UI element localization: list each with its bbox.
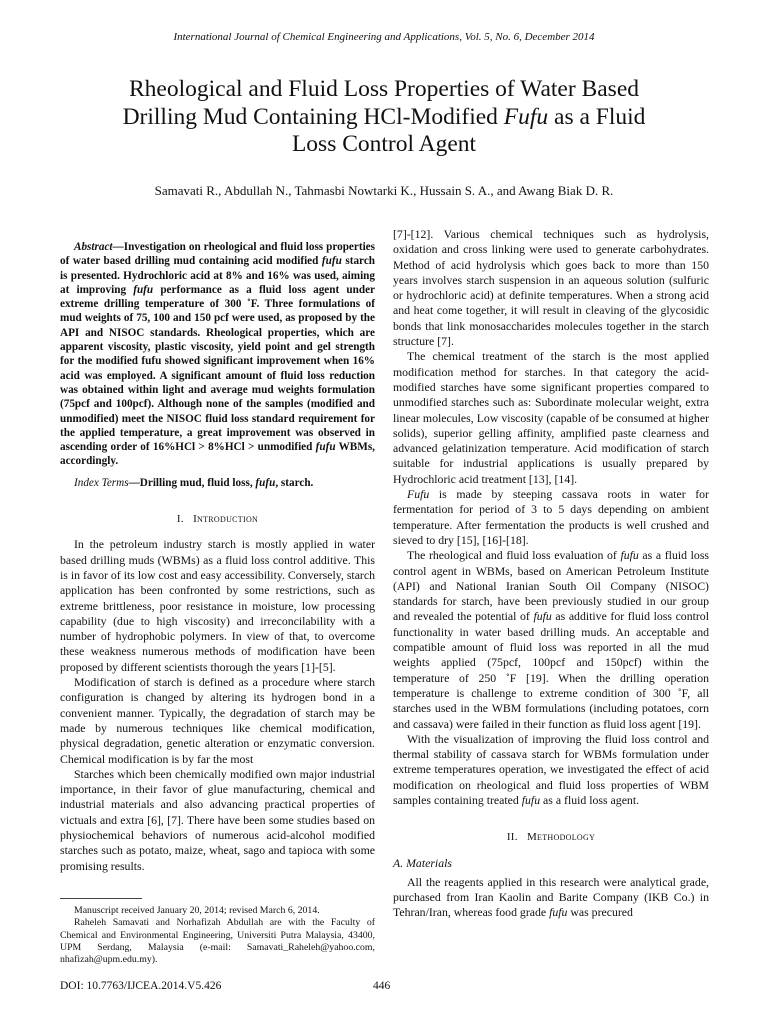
- right-paragraph-4-a: The rheological and fluid loss evaluation of: [407, 548, 621, 563]
- right-paragraph-4-c: as additive for fluid loss control functionality in water based drilling muds. An acceptable and compatible amount of fluid loss was reported in all the mud weights applied (75pcf, 100pcf and 150pcf) within the temperature of 250 ˚F [19]. When the drilling operation temperature is challenge to extreme condition of 300 ˚F, all starches used in the WBM formulations (including potatoes, corn and cassava) were failed in their function as fluid loss agent [19].: [393, 609, 709, 731]
- right-paragraph-5-a: With the visualization of improving the fluid loss control and thermal stability of cassava starch for WBMs formulation under extreme temperatures operation, we investigated the effect of acid modification on rheological and fluid loss properties of WBM samples containing treated: [393, 731, 709, 807]
- right-paragraph-5-em: fufu: [521, 792, 541, 807]
- intro-paragraph-1: In the petroleum industry starch is mostly applied in water based drilling muds (WBMs) as a fluid loss control additive. This is in favor of its low cost and easy accessibility. Conversely, starch application has been confronted by some restrictions, such as extreme brittleness, poor resistance in moisture, low processing capability (due to high viscosity) and irreconcilability with a number of hydrophobic polymers. In view of that, to overcome these weakness numerous methods of modification have been proposed by different scientists thorough the years [1]-[5].: [60, 537, 375, 674]
- index-terms-lead: Index Terms: [74, 476, 129, 489]
- right-paragraph-2: The chemical treatment of the starch is the most applied modification method for starches. In that category the acid-modified starches have some significant properties compared to unmodified starches such as: Subordinate molecular weight, extra linear molecules, Low viscosity (capable of be consumed at higher solids), superior gelling affinity, amplified paste clearness and advanced gelatinization temperature. Acid modification of starch suitable for industrial applications is usually prepared by Hydrochloric acid treatment [13], [14].: [393, 349, 709, 486]
- section-2-name: Methodology: [526, 831, 596, 844]
- author-list: Samavati R., Abdullah N., Tahmasbi Nowtarki K., Hussain S. A., and Awang Biak D. R.: [154, 183, 614, 198]
- section-1-number: I.: [176, 513, 184, 526]
- intro-paragraph-2: Modification of starch is defined as a procedure where starch configuration is changed by altering its hydrogen bond in a convenient manner. Typically, the degradation of starch may be made by numerous techniques like chemical modification, physical degradation, genetic alteration or enzymatic conversion. Chemical modification is by far the most: [60, 675, 375, 766]
- right-paragraph-1: [7]-[12]. Various chemical techniques such as hydrolysis, oxidation and cross linking were used to generate carbohydrates. Method of acid hydrolysis which goes back to more than 150 years involves starch suspension in an aqueous solution (sulfuric or hydrochloric acid) at definite temperatures. When a strong acid and heat come together, it will result in cleaving of the glycosidic bonds that link monosaccharides molecules together in the starch structure [7].: [393, 227, 709, 349]
- abstract-text-1: —Investigation on rheological and fluid loss properties of water based drilling mud containing acid modified: [60, 241, 375, 268]
- right-column: [393, 227, 709, 921]
- right-paragraph-3-em: Fufu: [407, 487, 430, 502]
- abstract-text-2: starch is presented. Hydrochloric acid at 8% and 16% was used, aiming at improving: [60, 255, 376, 296]
- section-heading-introduction: [60, 512, 375, 527]
- right-paragraph-5: [393, 732, 709, 808]
- index-terms-em: fufu: [255, 476, 276, 489]
- footnote-rule: [60, 898, 142, 899]
- right-paragraph-4-em-1: fufu: [620, 548, 639, 563]
- right-paragraph-4-b: as a fluid loss control agent in WBMs, based on American Petroleum Institute (API) and National Iranian South Oil Company (NISOC) standards for starch, have been previously studied in our group and revealed the potential of: [393, 548, 710, 624]
- abstract-lead: Abstract: [74, 241, 113, 253]
- abstract-em-1: fufu: [321, 255, 342, 268]
- title-line-1: Rheological and Fluid Loss Properties of Water Based: [128, 76, 639, 102]
- right-paragraph-4: [393, 548, 709, 732]
- abstract: [60, 240, 375, 469]
- title-line-3: Loss Control Agent: [291, 131, 477, 157]
- abstract-text-4: WBMs, accordingly.: [60, 441, 375, 468]
- right-paragraph-5-b: as a fluid loss agent.: [540, 792, 640, 807]
- materials-paragraph-em: fufu: [549, 905, 568, 920]
- index-terms-text-2: , starch.: [275, 476, 314, 489]
- page-number: 446: [373, 980, 391, 992]
- abstract-em-2: fufu: [133, 283, 154, 296]
- footer-doi: DOI: 10.7763/IJCEA.2014.V5.426: [60, 980, 222, 992]
- footnote-received: Manuscript received January 20, 2014; revised March 6, 2014.: [74, 905, 320, 916]
- section-heading-methodology: [393, 830, 709, 845]
- section-2-number: II.: [506, 831, 518, 844]
- title-line-2-em: Fufu: [503, 103, 549, 130]
- right-paragraph-3-text: is made by steeping cassava roots in water for fermentation for period of 3 to 5 days depending on ambient temperature. After fermentation the products is well crushed and sieved to dry [15], [16]-[18].: [393, 487, 709, 547]
- running-head: International Journal of Chemical Engineering and Applications, Vol. 5, No. 6, December 2014: [173, 31, 595, 43]
- index-terms-text-1: —Drilling mud, fluid loss,: [128, 476, 256, 489]
- subsection-heading-materials: A. Materials: [393, 855, 452, 870]
- section-1-name: Introduction: [193, 513, 259, 526]
- right-paragraph-3: [393, 487, 709, 548]
- footnote: [60, 905, 375, 966]
- footnote-affiliation: Raheleh Samavati and Norhafizah Abdullah are with the Faculty of Chemical and Environmental Engineering, Universiti Putra Malaysia, 43400, UPM Serdang, Malaysia (e-mail: Samavati_Raheleh@yahoo.com, nhafizah@upm.edu.my).: [60, 917, 375, 966]
- paper-title: [60, 76, 708, 159]
- right-paragraph-4-em-2: fufu: [533, 609, 552, 624]
- index-terms: [60, 476, 375, 490]
- materials-paragraph-b: was precured: [567, 905, 633, 920]
- abstract-em-3: fufu: [315, 441, 336, 454]
- title-line-2-pre: Drilling Mud Containing HCl-Modified: [122, 103, 504, 130]
- intro-paragraph-3: Starches which been chemically modified own major industrial importance, in their favor of glue manufacturing, chemical and industrial materials and also advancing practical properties of victuals and extra [6], [7]. There have been some studies based on physiochemical behaviors of numerous acid-alcohol modified starches such as potato, maize, wheat, sago and tapioca with some promising results.: [60, 766, 375, 873]
- left-column: [60, 240, 375, 874]
- materials-paragraph: [393, 875, 709, 921]
- abstract-text-3: performance as a fluid loss agent under extreme drilling temperature of 300 ˚F. Three formulations of mud weights of 75, 100 and 150 pcf were used, as proposed by the API and NISOC standards. Rheological properties, which are apparent viscosity, plastic viscosity, yield point and gel strength for the modified fufu showed significant improvement when 16% acid was employed. A significant amount of fluid loss reduction was obtained within light and average mud weights formulation (75pcf and 100pcf). Although none of the samples (modified and unmodified) meet the NISOC fluid loss standard requirement for the applied temperature, a great improvement was observed in ascending order of 16%HCl > 8%HCl > unmodified: [60, 283, 376, 454]
- title-line-2-post: as a Fluid: [548, 103, 646, 130]
- materials-paragraph-a: All the reagents applied in this research were analytical grade, purchased from Iran Kaolin and Barite Company (IKB Co.) in Tehran/Iran, whereas food grade: [393, 874, 709, 920]
